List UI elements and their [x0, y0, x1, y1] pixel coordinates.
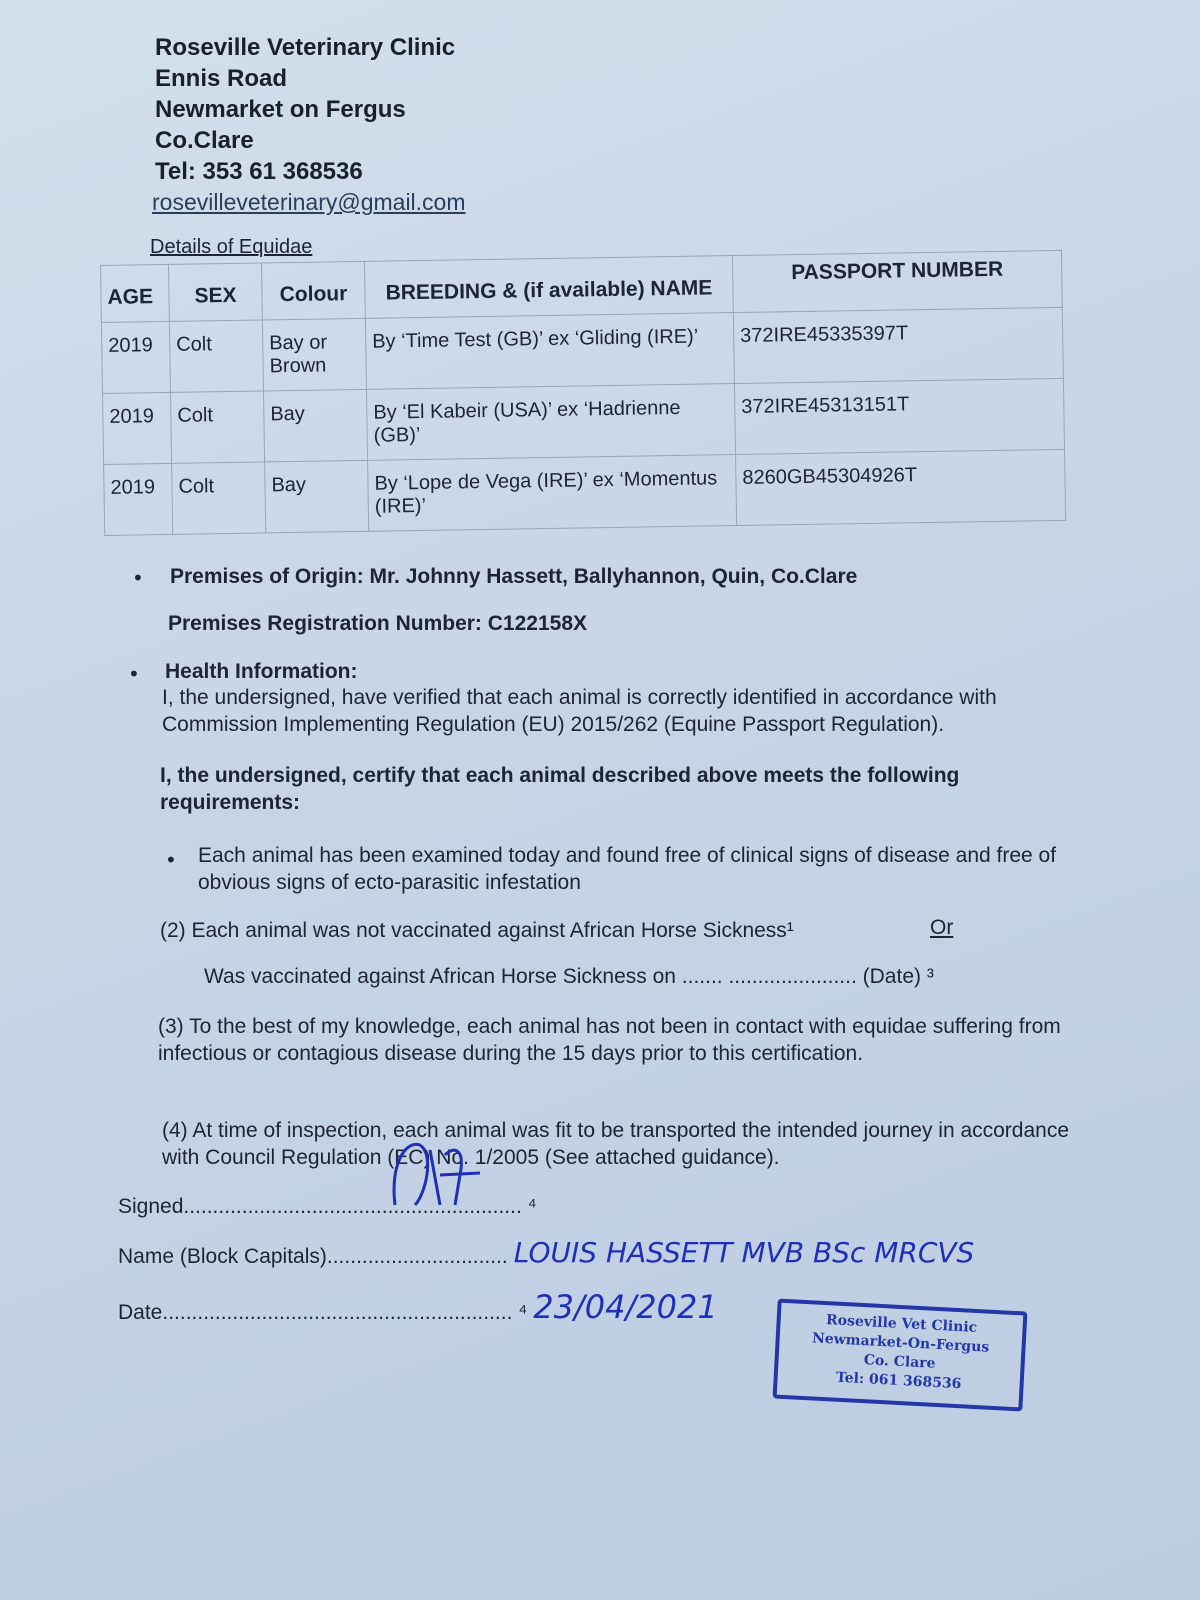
requirement-2-or: Or: [930, 916, 954, 939]
cell-breeding: By ‘Time Test (GB)’ ex ‘Gliding (IRE)’: [365, 313, 734, 390]
requirement-3: (3) To the best of my knowledge, each animal has not been in contact with equidae suffering from infectious or contagious disease during the 15 days prior to this certification.: [158, 1015, 1061, 1065]
stamp-line: Roseville Vet Clinic: [825, 1312, 978, 1336]
col-age: AGE: [101, 264, 170, 322]
stamp-line: Newmarket-On-Fergus: [811, 1330, 990, 1356]
clinic-name: Roseville Veterinary Clinic: [155, 34, 456, 61]
cell-age: 2019: [104, 463, 173, 535]
premises-origin: Premises of Origin: Mr. Johnny Hassett, Ballyhannon, Quin, Co.Clare: [170, 565, 858, 588]
address-line: Ennis Road: [155, 65, 288, 92]
col-colour: Colour: [261, 261, 365, 320]
clinic-stamp: [773, 1299, 1028, 1412]
handwritten-name: LOUIS HASSETT MVB BSc MRCVS: [513, 1236, 975, 1269]
bullet-icon: •: [165, 848, 177, 872]
cell-breeding: By ‘El Kabeir (USA)’ ex ‘Hadrienne (GB)’: [366, 384, 735, 461]
name-row: [118, 1236, 974, 1270]
requirement-4: (4) At time of inspection, each animal was fit to be transported the intended journey in accordance with Council Regulation (EC) No. 1/2005 (See attached guidance).: [162, 1119, 1070, 1169]
table-row: [104, 449, 1066, 535]
cell-passport: 372IRE45335397T: [733, 307, 1063, 383]
date-label: Date............................................................ ⁴: [118, 1301, 528, 1324]
health-text: I, the undersigned, have verified that each animal is correctly identified in accordance with Commission Implementing Regulation (EU) 2015/262 (Equine Passport Regulation).: [162, 686, 997, 736]
requirement-1: Each animal has been examined today and found free of clinical signs of disease and free of obvious signs of ecto-parasitic infestation: [198, 844, 1057, 894]
cell-sex: Colt: [172, 462, 266, 534]
cell-sex: Colt: [169, 320, 263, 392]
cell-passport: 8260GB45304926T: [736, 449, 1066, 525]
cell-colour: Bay: [265, 460, 369, 533]
premises-registration: Premises Registration Number: C122158X: [168, 612, 588, 635]
date-row: [118, 1288, 718, 1326]
handwritten-date: 23/04/2021: [533, 1288, 718, 1326]
clinic-header: [152, 32, 466, 218]
cell-passport: 372IRE45313151T: [734, 378, 1064, 454]
county: Co.Clare: [155, 127, 254, 154]
col-breeding: BREEDING & (if available) NAME: [364, 256, 733, 319]
equidae-table: [100, 250, 1066, 536]
name-label: Name (Block Capitals)...............................: [118, 1245, 508, 1268]
cell-breeding: By ‘Lope de Vega (IRE)’ ex ‘Momentus (IRE)’: [368, 455, 737, 532]
cell-age: 2019: [101, 321, 170, 393]
cell-colour: Bay: [263, 389, 367, 462]
health-title: Health Information:: [165, 660, 358, 683]
details-title: Details of Equidae: [150, 236, 313, 258]
bullet-icon: •: [132, 566, 144, 590]
signed-label: Signed.......................................................... ⁴: [118, 1195, 537, 1218]
col-sex: SEX: [168, 263, 262, 321]
requirement-2b: Was vaccinated against African Horse Sickness on ....... ...................... (Date) ³: [204, 965, 934, 988]
stamp-line: Co. Clare: [863, 1352, 936, 1372]
bullet-icon: •: [128, 662, 140, 686]
cell-sex: Colt: [171, 391, 265, 463]
address-line: Newmarket on Fergus: [155, 96, 406, 123]
cell-colour: Bay or Brown: [262, 318, 366, 391]
signature: [385, 1135, 485, 1215]
col-passport: PASSPORT NUMBER: [732, 250, 1062, 312]
requirement-2a: (2) Each animal was not vaccinated against African Horse Sickness¹: [160, 919, 794, 942]
certify-statement: I, the undersigned, certify that each animal described above meets the following requirements:: [160, 764, 960, 814]
stamp-line: Tel: 061 368536: [835, 1369, 962, 1393]
cell-age: 2019: [103, 392, 172, 464]
telephone: Tel: 353 61 368536: [155, 158, 363, 185]
email-link[interactable]: rosevilleveterinary@gmail.com: [152, 189, 466, 215]
